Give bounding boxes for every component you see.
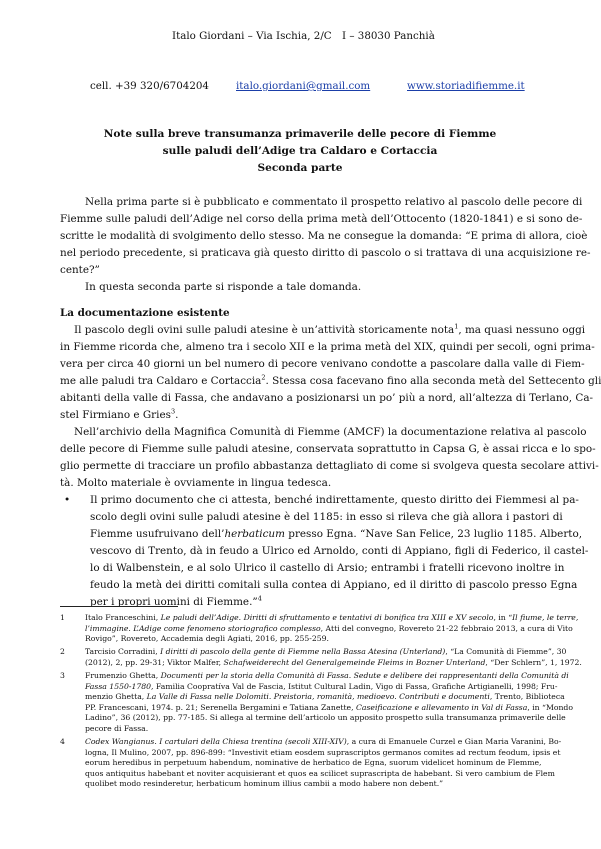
intro-paragraph [60, 194, 591, 296]
title-line-3: Seconda parte [257, 162, 343, 174]
footnote-line: logna, Il Mulino, 2007, pp. 896-899: “Investivit etiam eosdem suprascriptos germanos comites ad rectum feodum, ipsis et [85, 747, 561, 757]
text-line: Nell’archivio della Magnifica Comunità di Fiemme (AMCF) la documentazione relativa al pascolo [74, 426, 587, 438]
email-link[interactable]: italo.giordani@gmail.com [236, 80, 371, 92]
footnote-number: 4 [60, 737, 65, 746]
footnote-line: l’immagine. L’Adige come fenomeno storiografico complesso, Atti del convegno, Rovereto 21-22 febbraio 2013, a cura di Vito [85, 623, 573, 633]
title-line-1: Note sulla breve transumanza primaverile delle pecore di Fiemme [103, 128, 497, 140]
text-line: tà. Molto materiale è ovviamente in lingua tedesca. [60, 477, 332, 489]
website-link[interactable]: www.storiadifiemme.it [407, 80, 525, 92]
text-line: feudo la metà dei diritti comitali sulla contea di Appiano, ed il diritto di pascolo presso Egna [90, 579, 578, 591]
footnote-line: Codex Wangianus. I cartulari della Chiesa trentina (secoli XIII-XIV), a cura di Emanuele Curzel e Gian Maria Varanini, Bo- [85, 737, 562, 746]
text-line: glio permette di tracciare un profilo abbastanza dettagliato di come si svolgeva questa secolare attivi- [60, 460, 599, 472]
text-line: in Fiemme ricorda che, almeno tra i secolo XII e la prima metà del XIX, quindi per secoli, ogni prima- [60, 341, 595, 353]
footnote-line: pecore di Fassa. [85, 723, 149, 733]
footnote-number: 3 [60, 671, 65, 680]
footnote-line: menzio Ghetta, La Valle di Fassa nelle Dolomiti. Preistoria, romanità, medioevo. Contributi e documenti, Trento, Biblioteca [85, 692, 565, 702]
footnote-ref-4[interactable]: 4 [257, 594, 262, 603]
title-line-2: sulle paludi dell’Adige tra Caldaro e Cortaccia [162, 145, 438, 157]
footnote-line: Italo Franceschini, Le paludi dell’Adige. Diritti di sfruttamento e tentativi di bonifica tra XIII e XV secolo, in “Il fiume, le terre, [85, 613, 579, 622]
footnote-line: eorum heredibus in perpetuum habendum, nominative de herbatico de Egna, suorum videlicet hominum de Flemme, [85, 758, 542, 768]
text-line: Nella prima parte si è pubblicato e commentato il prospetto relativo al pascolo delle pecore di [85, 196, 583, 208]
text-line: scritte le modalità di svolgimento dello stesso. Ma ne consegue la domanda: “E prima di allora, cioè [60, 230, 588, 242]
bullet-icon: • [64, 494, 71, 506]
footnote-line: Fassa 1550-1780, Familia Coopratíva Val de Fascia, Istitut Cultural Ladin, Vigo di Fassa, Grafiche Artigianelli, 1998; Fru- [85, 681, 558, 691]
section-heading: La documentazione esistente [60, 307, 230, 319]
text-line: vescovo di Trento, dà in feudo a Ulrico ed Arnoldo, conti di Appiano, figli di Federico, il castel- [90, 545, 589, 557]
text-line: Il pascolo degli ovini sulle paludi atesine è un’attività storicamente nota$^1$, ma quasi nessuno oggi [74, 322, 586, 336]
footnote-ref-2[interactable]: 2 [261, 373, 266, 382]
footnote-line: PP. Francescani, 1974. p. 21; Serenella Bergamini e Tatiana Zanette, Caseificazione e allevamento in Val di Fassa, in “Mondo [85, 702, 573, 712]
text-line: me alle paludi tra Caldaro e Cortaccia$^2$. Stessa cosa facevano fino alla seconda metà del Settecento gli [60, 373, 601, 387]
footnote-line: Tarcisio Corradini, I diritti di pascolo della gente di Fiemme nella Bassa Atesina (Unterland), “La Comunità di Fiemme”, 30 [85, 647, 567, 656]
footnote-line: Frumenzio Ghetta, Documenti per la storia della Comunità di Fassa. Sedute e delibere dei rappresentanti della Comunità di [85, 671, 569, 680]
footnote-ref-3[interactable]: 3 [170, 407, 176, 416]
footnote-line: quolibet modo resinderetur, herbaticum hominum illius cambii a modo habere non debent.” [85, 779, 444, 789]
footnote-number: 1 [60, 613, 65, 622]
intro-answer: In questa seconda parte si risponde a tale domanda. [85, 281, 362, 293]
phone-number: cell. +39 320/6704204 [90, 80, 209, 92]
text-line: delle pecore di Fiemme sulle paludi atesine, conservata soprattutto in Capsa G, è assai ricca e lo spo- [60, 443, 596, 455]
text-line: Fiemme usufruivano dell’herbaticum presso Egna. “Nave San Felice, 23 luglio 1185. Alberto, [90, 528, 583, 540]
footnote-divider [60, 606, 178, 607]
footnote-ref-1[interactable]: 1 [454, 322, 459, 331]
text-line: nel periodo precedente, si praticava già questo diritto di pascolo o si trattava di una acquisizione re- [60, 247, 591, 259]
document-title [60, 126, 540, 177]
text-line: lo di Walbenstein, e al solo Ulrico il castello di Arsio; entrambi i fratelli ricevono inoltre in [90, 562, 565, 574]
footnote-number: 2 [60, 647, 65, 656]
text-line: scolo degli ovini sulle paludi atesine è del 1185: in esso si rileva che già allora i pastori di [90, 511, 563, 523]
text-line: stel Firmiano e Gries$^3$. [60, 407, 179, 421]
author-address: Italo Giordani – Via Ischia, 2/C [172, 30, 332, 42]
text-line: vera per circa 40 giorni un bel numero di pecore venivano condotte a pascolare dalla valle di Fiem- [60, 358, 585, 370]
text-line: per i propri uomini di Fiemme.”$^4$ [90, 594, 262, 608]
footnote-line: Ladino”, 36 (2012), pp. 77-185. Si allega al termine dell’articolo un apposito prospetto sulla transumanza primaverile delle [85, 713, 566, 723]
bullet-item: • Il primo documento che ci attesta, benché indirettamente, questo diritto dei Fiemmesi al pa- [60, 492, 542, 509]
text-line: abitanti della valle di Fassa, che andavano a posizionarsi un po’ più a nord, all’altezza di Terlano, Ca- [60, 392, 594, 404]
postal-city: I – 38030 Panchià [342, 30, 435, 42]
footnote-line: (2012), 2, pp. 29-31; Viktor Malfer, Schafweiderecht del Generalgemeinde Fleims in Bozner Unterland, “Der Schlern”, 1, 1972. [85, 657, 582, 667]
text-line: Fiemme sulle paludi dell’Adige nel corso della prima metà dell’Ottocento (1820-1841) e si sono de- [60, 213, 583, 225]
text-line: cente?” [60, 264, 100, 276]
footnote-line: quos antiquitus habebant et noviter acquisierant et quos ea scilicet suprascripta de habebant. Si vero cambium de Flem [85, 768, 555, 778]
section-documentazione [60, 305, 601, 611]
footnote-line: Rovigo”, Rovereto, Accademia degli Agiati, 2016, pp. 255-259. [85, 634, 329, 644]
